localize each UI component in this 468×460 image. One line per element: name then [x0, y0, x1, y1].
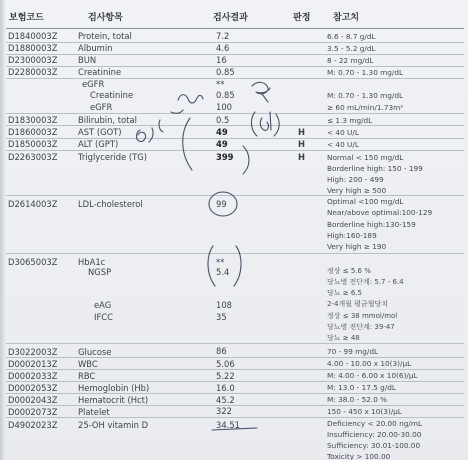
insurance-code: D2263003Z [8, 152, 58, 162]
reference-range: 정상 ≤ 5.6 % [327, 267, 371, 275]
row-divider [6, 357, 464, 358]
header-flag: 판정 [293, 13, 311, 23]
row-divider [6, 369, 464, 370]
test-result: 0.85 [216, 67, 235, 77]
test-name: IFCC [94, 312, 113, 322]
insurance-code: D0002013Z [8, 359, 58, 369]
row-divider [6, 393, 464, 394]
reference-range: M: 13.0 - 17.5 g/dL [327, 383, 396, 392]
reference-range: 2-4개월 평균혈당치 [327, 300, 388, 308]
reference-range: 당뇨 ≥ 6.5 [327, 289, 362, 297]
test-name: Glucose [78, 347, 112, 357]
test-result: 0.85 [216, 90, 235, 100]
row-divider [6, 195, 464, 196]
reference-range: Insufficiency: 20.00-30.00 [327, 430, 422, 439]
test-name: Creatinine [78, 67, 122, 77]
row-divider [6, 138, 464, 139]
reference-range: M: 0.70 - 1.30 mg/dL [327, 68, 404, 77]
reference-range: Very high ≥ 500 [327, 186, 387, 195]
reference-range: M: 4.00 - 6.00 x 10(6)/μL [327, 371, 418, 380]
reference-range: ≥ 60 mL/min/1.73m² [327, 103, 404, 112]
insurance-code: D1830003Z [8, 115, 58, 125]
test-name: BUN [78, 55, 97, 65]
test-name: Platelet [78, 407, 110, 417]
test-result: 108 [216, 300, 232, 310]
test-name: eGFR [82, 79, 105, 89]
test-name: NGSP [88, 267, 112, 277]
test-name: LDL-cholesterol [78, 199, 143, 209]
test-result: 35 [216, 312, 227, 322]
reference-range: < 40 U/L [327, 128, 359, 137]
reference-range: < 40 U/L [327, 140, 359, 149]
insurance-code: D3022003Z [8, 347, 58, 357]
reference-range: 3.5 - 5.2 g/dL [327, 44, 376, 53]
test-result: 99 [216, 199, 227, 209]
reference-range: High: 200 - 499 [327, 175, 384, 184]
test-result: 49 [216, 139, 228, 149]
test-name: ALT (GPT) [78, 139, 119, 149]
insurance-code: D1860003Z [8, 127, 58, 137]
test-result: 399 [216, 152, 234, 162]
test-name: Protein, total [78, 31, 132, 41]
reference-range: 6.6 - 8.7 g/dL [327, 32, 376, 41]
high-flag: H [298, 127, 306, 137]
reference-range: 4.00 - 10.00 x 10(3)/μL [327, 359, 412, 368]
test-name: AST (GOT) [78, 127, 122, 137]
header-item: 검사항목 [88, 13, 123, 23]
test-result: 86 [216, 346, 227, 356]
row-divider [6, 113, 464, 114]
test-result: ** [216, 79, 225, 89]
reference-range: Borderline high:130-159 [327, 220, 416, 229]
reference-range: M: 38.0 - 52.0 % [327, 395, 388, 404]
insurance-code: D2614003Z [8, 199, 58, 209]
test-result: 100 [216, 102, 232, 112]
insurance-code: D3065003Z [8, 257, 58, 267]
test-name: Triglyceride (TG) [78, 152, 148, 162]
reference-range: Borderline high: 150 - 199 [327, 164, 423, 173]
row-divider [6, 381, 464, 382]
insurance-code: D1840003Z [8, 31, 58, 41]
reference-range: Sufficiency: 30.01-100.00 [327, 441, 421, 450]
high-flag: H [298, 139, 306, 149]
test-result: 16 [216, 55, 227, 65]
insurance-code: D0002033Z [8, 371, 58, 381]
reference-range: High:160-189 [327, 231, 377, 240]
reference-range: Very high ≥ 190 [327, 242, 387, 251]
test-name: Albumin [78, 43, 113, 53]
test-name: RBC [78, 371, 96, 381]
test-name: Creatinine [90, 90, 134, 100]
reference-range: 당뇨 ≥ 48 [327, 334, 360, 342]
reference-range: 150 - 450 x 10(3)/μL [327, 407, 402, 416]
page-edge [0, 0, 5, 460]
insurance-code: D1850003Z [8, 139, 58, 149]
row-divider [6, 125, 464, 126]
test-name: Bilirubin, total [78, 115, 137, 125]
reference-range: 당뇨병 전단계: 5.7 - 6.4 [327, 278, 404, 286]
row-divider [6, 405, 464, 406]
header-divider [6, 28, 464, 29]
test-result: 16.0 [216, 383, 235, 393]
row-divider [6, 253, 464, 254]
test-name: WBC [78, 359, 98, 369]
test-name: eAG [94, 300, 112, 310]
reference-range: M: 0.70 - 1.30 mg/dL [327, 91, 404, 100]
test-result: 0.5 [216, 115, 230, 125]
row-divider [6, 42, 464, 43]
row-divider [6, 417, 464, 418]
test-result: 5.06 [216, 359, 235, 369]
test-result: 7.2 [216, 31, 230, 41]
header-code: 보험코드 [9, 13, 44, 23]
reference-range: ≤ 1.3 mg/dL [327, 116, 373, 125]
insurance-code: D0002073Z [8, 407, 58, 417]
test-result: 34.51 [216, 420, 240, 430]
row-divider [6, 78, 464, 79]
test-result: 45.2 [216, 395, 235, 405]
reference-range: 정상 ≤ 38 mmol/mol [327, 312, 398, 320]
test-result: 49 [216, 127, 228, 137]
test-name: eGFR [90, 102, 113, 112]
test-result: 4.6 [216, 43, 230, 53]
header-result: 검사결과 [213, 13, 248, 23]
reference-range: 당뇨병 전단계: 39-47 [327, 323, 395, 331]
reference-range: Toxicity > 100.00 [327, 452, 391, 460]
insurance-code: D2300003Z [8, 55, 58, 65]
row-divider [6, 150, 464, 151]
reference-range: Normal < 150 mg/dL [327, 153, 404, 162]
test-name: Hematocrit (Hct) [78, 395, 149, 405]
insurance-code: D2280003Z [8, 67, 58, 77]
insurance-code: D1880003Z [8, 43, 58, 53]
row-divider [6, 343, 464, 344]
header-reference: 참고치 [333, 13, 360, 23]
insurance-code: D4902023Z [8, 420, 58, 430]
test-name: Hemoglobin (Hb) [78, 383, 150, 393]
test-result: 322 [216, 406, 232, 416]
reference-range: 8 - 22 mg/dL [327, 56, 374, 65]
test-result: 5.4 [216, 267, 230, 277]
test-result: 5.22 [216, 371, 235, 381]
reference-range: 70 - 99 mg/dL [327, 347, 379, 356]
reference-range: Deficiency < 20.00 ng/mL [327, 419, 423, 428]
row-divider [6, 66, 464, 67]
reference-range: Near/above optimal:100-129 [327, 208, 433, 217]
table-header [0, 0, 468, 30]
insurance-code: D0002043Z [8, 395, 58, 405]
test-name: HbA1c [78, 257, 106, 267]
high-flag: H [298, 152, 306, 162]
reference-range: Optimal <100 mg/dL [327, 197, 404, 206]
insurance-code: D0002053Z [8, 383, 58, 393]
test-name: 25-OH vitamin D [78, 420, 149, 430]
test-result: ** [216, 257, 225, 267]
row-divider [6, 54, 464, 55]
